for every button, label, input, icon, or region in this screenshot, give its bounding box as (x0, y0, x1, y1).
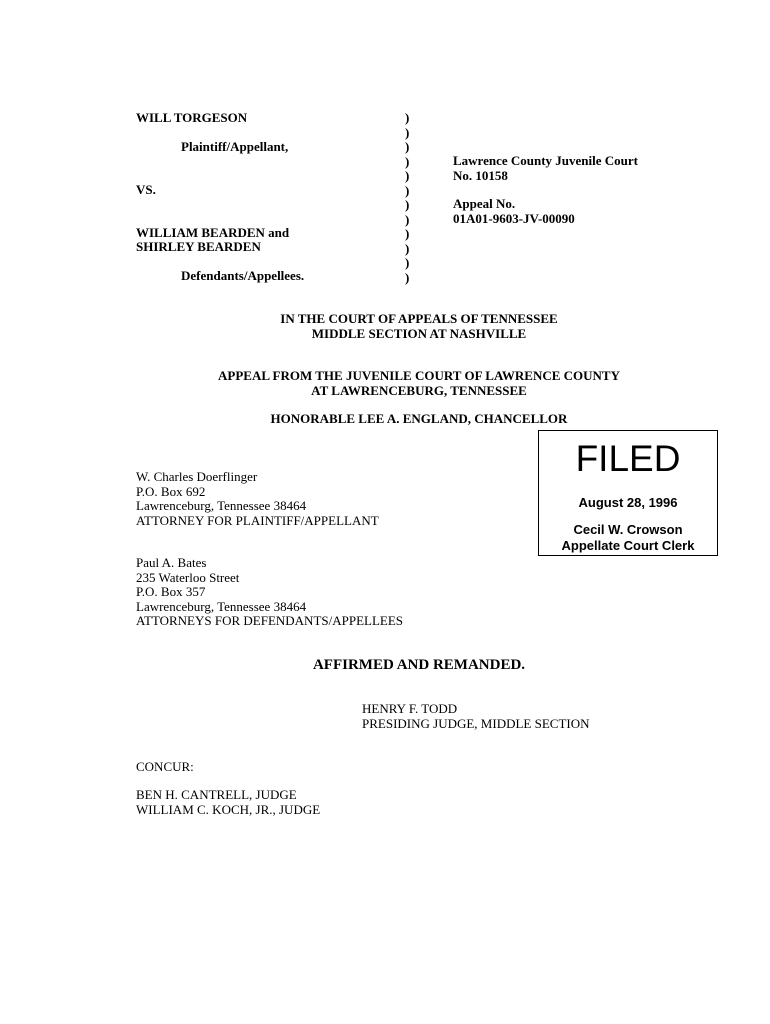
defendant-attorney-role: ATTORNEYS FOR DEFENDANTS/APPELLEES (136, 613, 404, 628)
appeal-number-label: Appeal No. (453, 196, 516, 211)
concurring-judge-1: BEN H. CANTRELL, JUDGE (136, 787, 297, 802)
plaintiff-attorney-role: ATTORNEY FOR PLAINTIFF/APPELLANT (136, 512, 379, 528)
appeal-from-line-1: APPEAL FROM THE JUVENILE COURT OF LAWRENCE COUNTY (218, 368, 620, 383)
trial-judge: HONORABLE LEE A. ENGLAND, CHANCELLOR (270, 411, 568, 426)
disposition: AFFIRMED AND REMANDED. (312, 657, 526, 673)
filed-title: FILED (575, 438, 681, 479)
caption-paren: ) (405, 153, 410, 169)
caption-paren: ) (405, 240, 410, 256)
author-title: PRESIDING JUDGE, MIDDLE SECTION (362, 715, 590, 731)
caption-paren: ) (405, 182, 410, 198)
clerk-name: Cecil W. Crowson (573, 522, 683, 537)
caption-paren: ) (405, 197, 410, 212)
caption-paren: ) (405, 124, 410, 140)
author-name: HENRY F. TODD (362, 701, 458, 716)
filed-clerk (539, 522, 717, 554)
caption-paren: ) (405, 226, 410, 241)
plaintiff-attorney-box: P.O. Box 692 (136, 483, 206, 499)
caption-paren: ) (405, 168, 410, 183)
plaintiff-attorney-name: W. Charles Doerflinger (136, 469, 258, 484)
caption-paren: ) (405, 255, 410, 270)
court-heading-line-1: IN THE COURT OF APPEALS OF TENNESSEE (280, 311, 558, 326)
lower-court-name: Lawrence County Juvenile Court (453, 153, 639, 168)
caption-paren: ) (405, 269, 410, 285)
clerk-title: Appellate Court Clerk (561, 538, 695, 553)
lower-court-number: No. 10158 (453, 167, 508, 183)
appeal-number: 01A01-9603-JV-00090 (453, 210, 575, 226)
filed-date: August 28, 1996 (578, 495, 678, 510)
defendant-attorney-street: 235 Waterloo Street (136, 569, 240, 585)
defendant-name-1: WILLIAM BEARDEN and (136, 225, 290, 240)
defendant-attorney-name: Paul A. Bates (136, 555, 207, 570)
caption-paren: ) (405, 211, 410, 227)
concurring-judge-2: WILLIAM C. KOCH, JR., JUDGE (136, 801, 321, 817)
defendant-attorney-box: P.O. Box 357 (136, 584, 206, 599)
court-heading-line-2: MIDDLE SECTION AT NASHVILLE (311, 325, 527, 341)
concur-label: CONCUR: (136, 759, 194, 774)
caption-paren: ) (405, 110, 410, 125)
plaintiff-role: Plaintiff/Appellant, (181, 139, 289, 154)
versus-label: VS. (136, 182, 156, 197)
defendant-name-2: SHIRLEY BEARDEN (136, 239, 261, 254)
caption-paren: ) (405, 139, 410, 154)
filed-stamp (538, 430, 718, 556)
plaintiff-name: WILL TORGESON (136, 110, 248, 125)
appeal-from-line-2: AT LAWRENCEBURG, TENNESSEE (311, 382, 527, 398)
defendant-role: Defendants/Appellees. (181, 268, 305, 283)
plaintiff-attorney-city: Lawrenceburg, Tennessee 38464 (136, 498, 307, 513)
defendant-attorney-city: Lawrenceburg, Tennessee 38464 (136, 598, 307, 614)
